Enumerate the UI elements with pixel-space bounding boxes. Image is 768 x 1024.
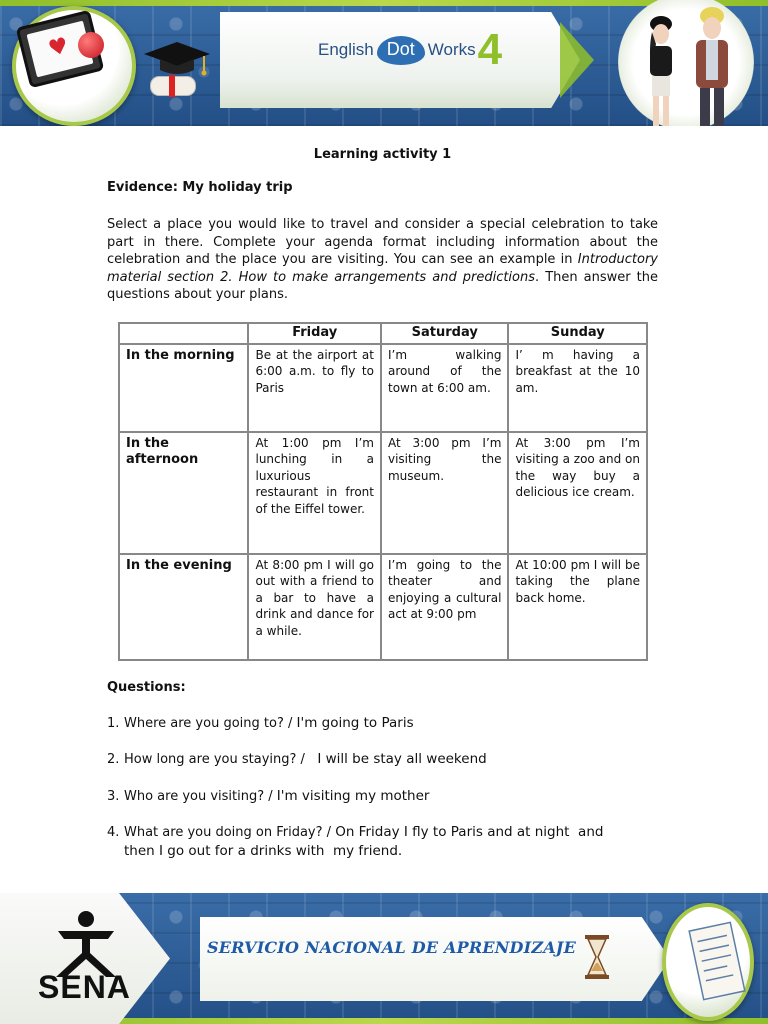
agenda-header-sunday: Sunday (508, 323, 647, 344)
heart-icon: ♥ (45, 33, 72, 63)
agenda-header-saturday: Saturday (381, 323, 508, 344)
english-dot-works-logo (318, 25, 503, 74)
question-item (107, 714, 667, 733)
answer-text: On Friday I fly to Paris and at night and (335, 824, 604, 840)
agenda-row-label: In the afternoon (119, 432, 248, 554)
evidence-heading: Evidence: My holiday trip (107, 180, 293, 195)
agenda-row-evening (119, 554, 647, 660)
question-number: 1. (107, 716, 120, 731)
question-text: What are you doing on Friday? / (124, 825, 336, 840)
agenda-cell: At 3:00 pm I’m visiting the museum. (381, 432, 508, 554)
logo-number: 4 (477, 25, 503, 74)
intro-italic-reference: Introductory material section 2. How to make arrangements and predictions (107, 252, 658, 285)
questions-heading: Questions: (107, 680, 186, 695)
logo-word-dot: Dot (377, 36, 425, 65)
question-item (107, 787, 667, 806)
question-item (107, 823, 667, 860)
agenda-cell: Be at the airport at 6:00 a.m. to fly to Paris (248, 344, 381, 432)
intro-text-1: Select a place you would like to travel and consider a special celebration to take part in there. Complete your agenda format including information about the celebration and the place you are visiting. You can see an example in (107, 217, 658, 268)
question-text: Who are you visiting? / (124, 789, 277, 804)
hourglass-icon (584, 935, 610, 979)
agenda-cell: At 1:00 pm I’m lunching in a luxurious restaurant in front of the Eiffel tower. (248, 432, 381, 554)
activity-title: Learning activity 1 (313, 147, 452, 162)
question-number: 2. (107, 752, 120, 767)
sena-brand-text: SENA (38, 969, 131, 1005)
header-banner (0, 0, 768, 126)
graduation-cap-icon (142, 40, 212, 80)
answer-text: I'm visiting my mother (276, 788, 430, 804)
document-scroll-icon (686, 916, 748, 1006)
agenda-row-morning (119, 344, 647, 432)
answer-text: I will be stay all weekend (317, 751, 487, 767)
question-text: How long are you staying? / (124, 752, 318, 767)
agenda-cell: At 3:00 pm I’m visiting a zoo and on the way buy a delicious ice cream. (508, 432, 647, 554)
intro-text-2: . Then answer the questions about your plans. (107, 269, 658, 303)
sena-institution-name: SERVICIO NACIONAL DE APRENDIZAJE (207, 938, 576, 957)
question-number: 3. (107, 789, 120, 804)
logo-word-works: Works (427, 40, 476, 59)
agenda-row-afternoon (119, 432, 647, 554)
agenda-header-row (119, 323, 647, 344)
student-girl-figure (644, 14, 678, 126)
agenda-cell: At 10:00 pm I will be taking the plane back home. (508, 554, 647, 660)
question-item (107, 750, 667, 769)
question-text: Where are you going to? / (124, 716, 297, 731)
agenda-header-friday: Friday (248, 323, 381, 344)
agenda-cell: I’m walking around of the town at 6:00 am. (381, 344, 508, 432)
plate-arrow (560, 22, 594, 98)
agenda-cell: At 8:00 pm I will go out with a friend to a bar to have a drink and dance for a while. (248, 554, 381, 660)
agenda-row-label: In the morning (119, 344, 248, 432)
agenda-cell: I’m going to the theater and enjoying a cultural act at 9:00 pm (381, 554, 508, 660)
footer-banner (0, 893, 768, 1024)
student-boy-figure (692, 6, 732, 126)
diploma-icon (150, 76, 196, 96)
answer-text-continued: then I go out for a drinks with my friend. (124, 843, 403, 859)
agenda-header-empty (119, 323, 248, 344)
students-illustration (610, 0, 760, 126)
agenda-row-label: In the evening (119, 554, 248, 660)
apple-icon (78, 32, 104, 58)
intro-paragraph (107, 216, 658, 304)
agenda-cell: I’ m having a breakfast at the 10 am. (508, 344, 647, 432)
answer-text: I'm going to Paris (296, 715, 414, 731)
agenda-table (118, 322, 648, 661)
question-number: 4. (107, 825, 120, 840)
logo-word-english: English (318, 40, 374, 59)
